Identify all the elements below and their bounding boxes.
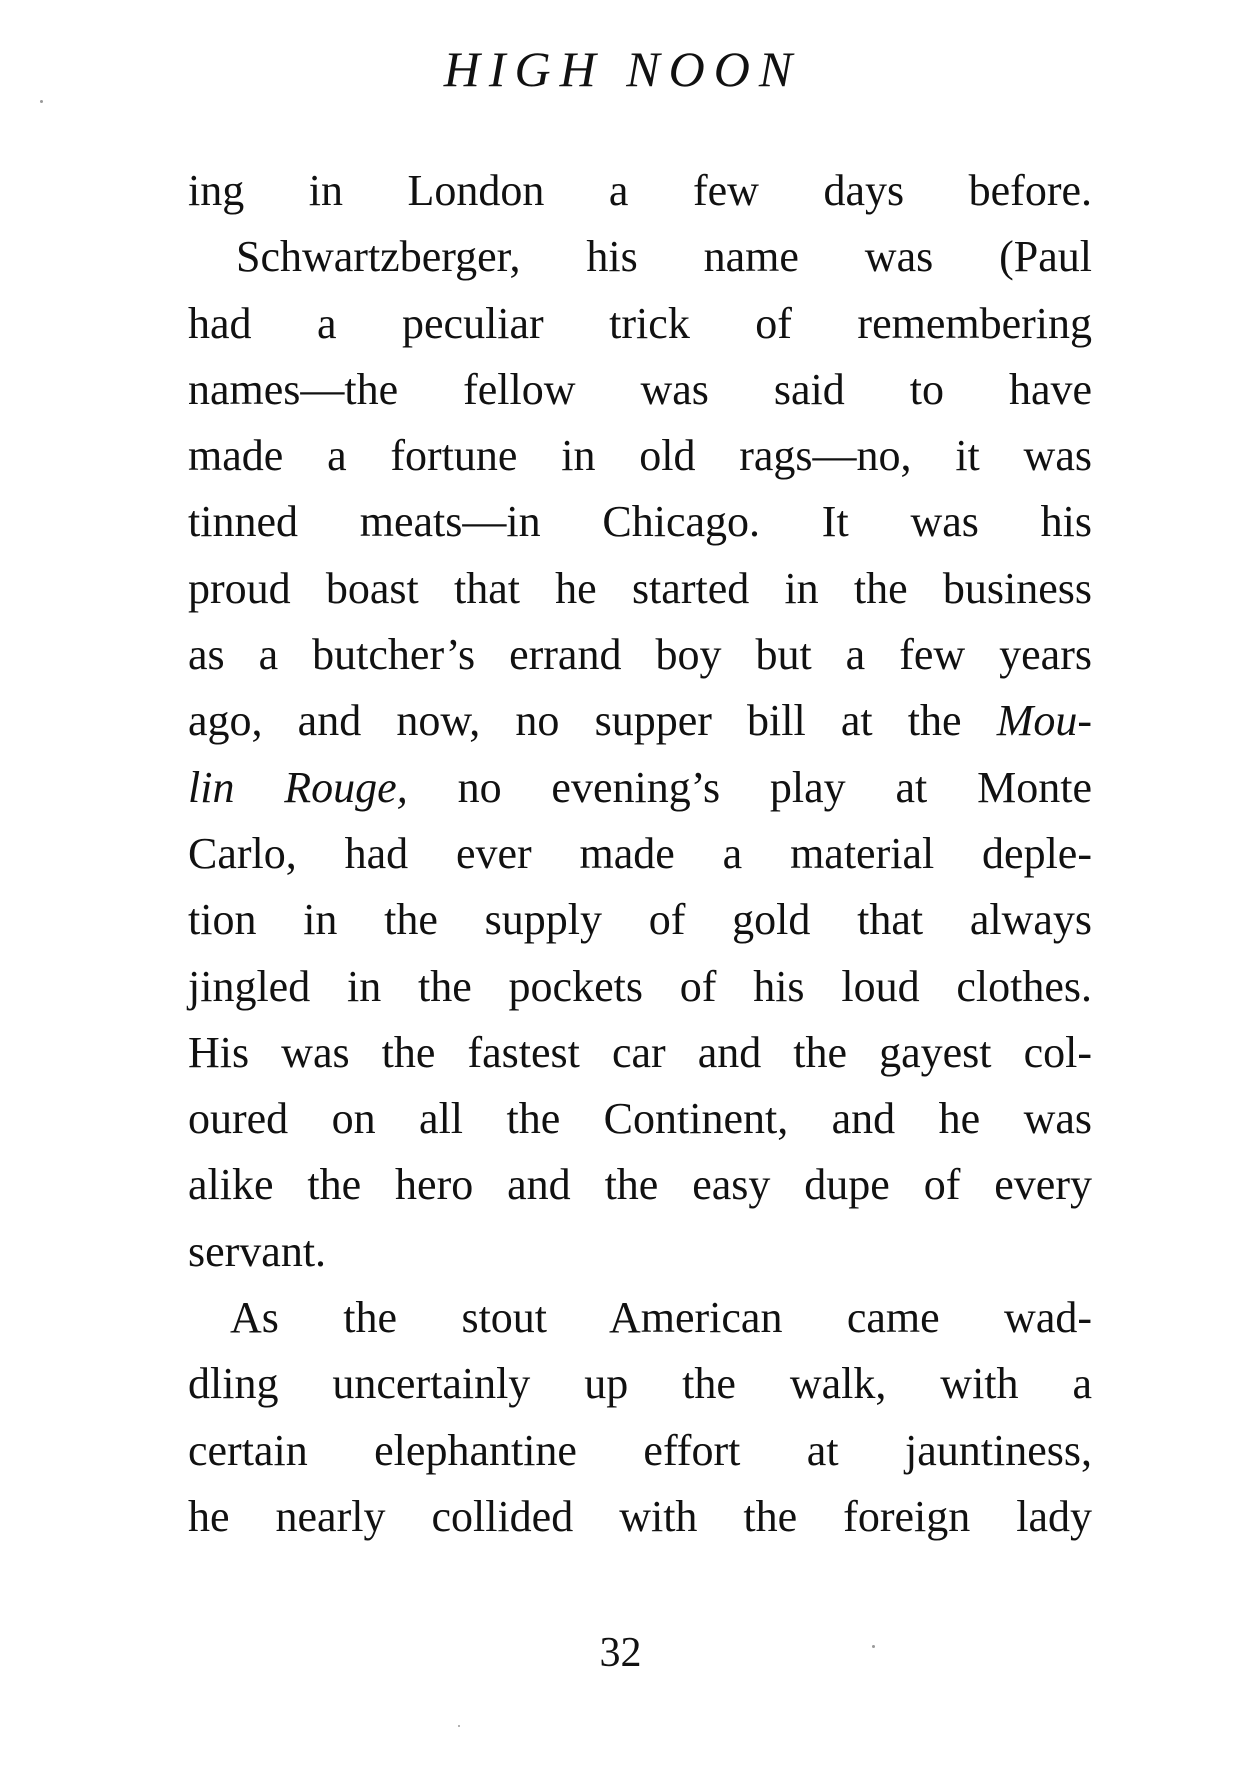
text-line: as a butcher’s errand boy but a few years [188, 630, 1092, 680]
text-line: he nearly collided with the foreign lady [188, 1491, 1092, 1541]
text-line: ing in London a few days before. [188, 166, 1092, 215]
text-line: alike the hero and the easy dupe of every [188, 1160, 1092, 1210]
text-line: names—the fellow was said to have [188, 364, 1092, 414]
text-line: tion in the supply of gold that always [188, 895, 1092, 945]
text-line: tinned meats—in Chicago. It was his [188, 497, 1092, 547]
text-line: proud boast that he started in the business [188, 563, 1092, 613]
text-line: Carlo, had ever made a material deple- [188, 828, 1092, 878]
text-segment: no evening’s play at Monte [457, 762, 1093, 812]
text-line: As the stout American came wad- [230, 1293, 1092, 1343]
print-speck [458, 1725, 460, 1727]
text-line: made a fortune in old rags—no, it was [188, 431, 1092, 481]
text-line: His was the fastest car and the gayest col- [188, 1027, 1092, 1077]
text-line: had a peculiar trick of remembering [188, 298, 1092, 348]
text-line: oured on all the Continent, and he was [188, 1094, 1092, 1144]
text-line: dling uncertainly up the walk, with a [188, 1359, 1092, 1409]
print-speck [872, 1645, 875, 1648]
page-number: 32 [599, 1630, 642, 1676]
text-line [188, 688, 1092, 754]
text-line: certain elephantine effort at jauntiness, [188, 1425, 1092, 1475]
text-line: Schwartzberger, his name was (Paul [236, 232, 1092, 282]
text-segment: ago, and now, no supper bill at the [188, 696, 962, 746]
print-speck [40, 100, 43, 103]
italic-segment: Mou- [996, 696, 1092, 746]
italic-segment: lin Rouge, [188, 762, 408, 812]
text-line: servant. [188, 1226, 327, 1276]
running-head: HIGH NOON [443, 41, 802, 97]
text-line [188, 755, 1092, 821]
body-text [188, 158, 1092, 1550]
text-line: jingled in the pockets of his loud clothes. [188, 961, 1092, 1011]
